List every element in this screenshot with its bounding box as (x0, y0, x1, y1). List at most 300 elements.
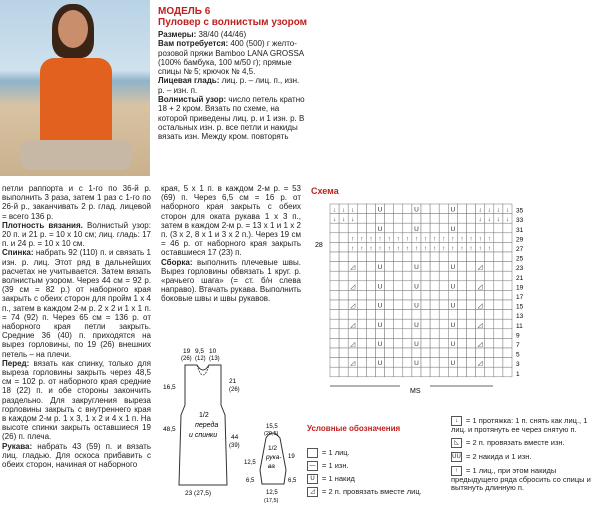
chart-cell (366, 271, 375, 281)
chart-cell (457, 271, 466, 281)
chart-cell (403, 271, 412, 281)
chart-cell (421, 262, 430, 272)
chart-cell (448, 252, 457, 262)
chart-cell (430, 319, 439, 329)
back-front-pattern (155, 345, 253, 505)
chart-symbol: ◿ (477, 321, 483, 329)
legend-left (307, 448, 447, 497)
chart-left-label: 28 (315, 242, 323, 249)
chart-cell (339, 338, 348, 348)
chart-cell (403, 262, 412, 272)
chart-symbol: ↑ (414, 245, 419, 252)
chart-cell (403, 300, 412, 310)
chart-cell (467, 262, 476, 272)
chart-row-label: 11 (516, 322, 523, 330)
purl-symbol-icon: — (307, 461, 318, 471)
chart-cell (385, 214, 394, 224)
chart-cell (439, 262, 448, 272)
chart-symbol: ↑ (360, 235, 364, 243)
chart-cell (494, 319, 503, 329)
chart-cell (412, 310, 421, 320)
chart-symbol: ↑ (414, 235, 419, 243)
chart-cell (366, 310, 375, 320)
chart-cell (394, 271, 403, 281)
chart-symbol: U (414, 341, 419, 348)
chart-symbol: ↑ (351, 245, 355, 252)
chart-cell (439, 310, 448, 320)
chart-cell (439, 329, 448, 339)
chart-cell (339, 348, 348, 358)
chart-cell (448, 214, 457, 224)
chart-cell (385, 358, 394, 368)
chart-cell (339, 281, 348, 291)
chart-cell (330, 300, 339, 310)
p2tog-symbol-icon: ◺ (451, 438, 462, 448)
legend-item-p2tog: ◺ = 2 п. провязать вместе изн. (451, 438, 602, 448)
chart-cell (485, 329, 494, 339)
chart-symbol: ↓ (342, 206, 346, 214)
model-title: МОДЕЛЬ 6 (158, 6, 211, 17)
chart-row-label: 17 (516, 294, 524, 301)
chart-cell (385, 367, 394, 377)
chart-cell (385, 310, 394, 320)
chart-cell (457, 358, 466, 368)
back-right-top: 21 (229, 378, 237, 385)
chart-cell (385, 271, 394, 281)
chart-cell (430, 214, 439, 224)
chart-symbol: ◿ (477, 360, 483, 368)
chart-cell (412, 329, 421, 339)
chart-cell (448, 348, 457, 358)
chart-cell (485, 367, 494, 377)
chart-cell (403, 310, 412, 320)
chart-cell (485, 319, 494, 329)
chart-cell (339, 262, 348, 272)
chart-symbol: ◿ (350, 264, 356, 272)
chart-cell (394, 290, 403, 300)
chart-symbol: ↑ (478, 245, 482, 252)
legend-right (451, 416, 602, 492)
chart-cell (421, 319, 430, 329)
density-text: Волнистый узор: 20 п. и 21 р. = 10 х 10 см; лиц. гладь: 17 п. и 24 р. = 10 х 10 см. (2, 220, 151, 249)
chart-cell (448, 367, 457, 377)
chart-cell (476, 223, 485, 233)
chart-row-label: 3 (516, 361, 520, 369)
chart-symbol: ↑ (405, 245, 409, 252)
chart-row-label: 13 (516, 313, 524, 321)
chart-cell (339, 290, 348, 300)
chart-cell (357, 358, 366, 368)
chart-symbol: ↑ (396, 245, 400, 252)
chart-cell (439, 281, 448, 291)
chart-symbol: ↓ (487, 216, 491, 224)
back-right-mid2: (39) (229, 443, 240, 449)
chart-symbol: ↑ (423, 235, 428, 243)
chart-cell (357, 214, 366, 224)
instructions-column-2 (161, 184, 301, 304)
chart-cell (357, 310, 366, 320)
chart-cell (467, 367, 476, 377)
sleeve-top-dim: 15,5 (266, 424, 278, 430)
chart-cell (394, 367, 403, 377)
chart-cell (503, 290, 512, 300)
back-text: набрать 92 (110) п. и связать 1 изн. р. лиц. Этот ряд в дальнейших расчетах не учитывается. Затем вязать волнистым узором. Через 44 см = 92 р. (39 см = 82 р.) от наборного края закрыть с обеих сторон для пройм 1 х 4 п., затем в каждом 2-м р. 2 х 2 и 1 х 1 п. = 74 (92) п. Через 65 см = 136 р. от наборного края петли закрыть. Средние 36 (40) п. приходятся на вырез горловины, по 19 (26) внешних петель – на плечи. (2, 248, 151, 359)
chart-symbol: ◿ (350, 360, 356, 368)
chart-cell (457, 204, 466, 214)
sizes-label: Размеры: (158, 30, 197, 39)
chart-cell (439, 358, 448, 368)
chart-cell (357, 329, 366, 339)
chart-symbol: U (377, 206, 383, 214)
chart-cell (394, 300, 403, 310)
chart-cell (476, 252, 485, 262)
chart-cell (348, 252, 357, 262)
chart-cell (376, 214, 385, 224)
chart-cell (485, 300, 494, 310)
k2tog-symbol-icon: ◿ (307, 487, 318, 497)
chart-cell (457, 329, 466, 339)
chart-cell (467, 329, 476, 339)
wave-text: число петель кратно 18 + 2 кром. Вязать по схеме, на которой приведены лиц. р. и 1 изн. р. В остальных изн. р. все петли и накиды вязать изн. Между кром. повторять (158, 95, 305, 142)
sleeve-label: Рукава: (2, 441, 33, 451)
chart-cell (457, 281, 466, 291)
chart-cell (494, 338, 503, 348)
chart-cell (403, 252, 412, 262)
chart-symbol: U (377, 321, 383, 329)
chart-cell (394, 319, 403, 329)
chart-cell (403, 348, 412, 358)
chart-cell (476, 310, 485, 320)
chart-symbol: ↑ (387, 245, 391, 252)
chart-cell (385, 290, 394, 300)
chart-cell (357, 300, 366, 310)
chart-cell (412, 252, 421, 262)
chart-cell (348, 223, 357, 233)
chart-symbol: ↑ (460, 235, 464, 243)
chart-cell (485, 271, 494, 281)
chart-cell (330, 281, 339, 291)
chart-row-label: 25 (516, 255, 524, 263)
chart-symbol: ↓ (478, 216, 482, 224)
chart-cell (494, 223, 503, 233)
materials-text: 400 (500) г желто-розовой пряжи Bamboo LANA GROSSA (100% бамбука, 100 м/50 г); прямые спицы № 5; крючок № 4,5. (158, 39, 304, 77)
chart-symbol: ↑ (469, 245, 473, 252)
chart-cell (448, 271, 457, 281)
chart-cell (439, 204, 448, 214)
chart-symbol: ↑ (433, 245, 437, 252)
chart-cell (330, 233, 339, 243)
chart-cell (403, 338, 412, 348)
chart-cell (330, 242, 339, 252)
chart-symbol: ↓ (505, 216, 510, 224)
chart-cell (494, 281, 503, 291)
chart-symbol: ↑ (442, 245, 446, 252)
chart-cell (467, 338, 476, 348)
chart-cell (485, 252, 494, 262)
chart-row-label: 19 (516, 284, 524, 292)
chart-cell (439, 319, 448, 329)
chart-cell (330, 290, 339, 300)
chart-cell (366, 281, 375, 291)
chart-cell (339, 329, 348, 339)
chart-cell (485, 338, 494, 348)
chart-cell (421, 300, 430, 310)
assembly-text: выполнить плечевые швы. Вырез горловины обвязать 1 круг. р. «рачьего шага» (= ст. б/н слева направо). Втачать рукава. Выполнить боковые швы и швы рукавов. (161, 257, 301, 304)
chart-cell (376, 367, 385, 377)
chart-cell (485, 310, 494, 320)
chart-cell (421, 204, 430, 214)
chart-cell (339, 358, 348, 368)
back-top-dim2-1: (26) (181, 356, 192, 362)
chart-symbol: U (377, 225, 383, 233)
chart-cell (467, 319, 476, 329)
chart-row-label: 31 (516, 226, 524, 234)
back-bottom-dim: 23 (27,5) (185, 490, 212, 497)
chart-cell (439, 214, 448, 224)
chart-cell (403, 319, 412, 329)
back-left-dim: 16,5 (163, 384, 176, 391)
chart-cell (394, 204, 403, 214)
chart-cell (421, 281, 430, 291)
chart-cell (467, 358, 476, 368)
chart-row-label: 1 (516, 370, 520, 378)
chart-cell (467, 271, 476, 281)
chart-cell (467, 204, 476, 214)
chart-cell (430, 204, 439, 214)
chart-cell (430, 281, 439, 291)
chart-cell (430, 290, 439, 300)
chart-symbol: ↓ (342, 216, 346, 224)
chart-repeat-label: MS (410, 388, 421, 395)
chart-cell (366, 348, 375, 358)
chart-symbol: U (414, 225, 419, 233)
chart-cell (357, 204, 366, 214)
chart-symbol: U (414, 360, 419, 368)
chart-symbol: U (450, 341, 456, 348)
chart-cell (439, 367, 448, 377)
chart-cell (357, 252, 366, 262)
chart-cell (476, 329, 485, 339)
chart-cell (430, 223, 439, 233)
chart-cell (376, 290, 385, 300)
sleeve-low-left: 6,5 (246, 478, 255, 484)
chart-cell (476, 348, 485, 358)
back-left-mid: 48,5 (163, 426, 176, 433)
materials-label: Вам потребуется: (158, 39, 229, 49)
sleeve-label-3: ва (268, 463, 275, 470)
chart-cell (467, 310, 476, 320)
chart-cell (503, 310, 512, 320)
chart-symbol: U (414, 283, 419, 291)
chart-symbol: U (414, 302, 419, 310)
back-label-3: и спинки (189, 432, 218, 439)
chart-symbol: ↑ (469, 235, 473, 243)
chart-cell (366, 204, 375, 214)
chart-cell (476, 367, 485, 377)
chart-cell (403, 281, 412, 291)
chart-cell (403, 290, 412, 300)
chart-cell (430, 329, 439, 339)
chart-cell (485, 281, 494, 291)
chart-cell (366, 367, 375, 377)
chart-symbol: ↑ (433, 235, 437, 243)
chart-cell (330, 358, 339, 368)
back-label-1: 1/2 (199, 412, 209, 419)
front-label: Перед: (2, 358, 30, 368)
chart-cell (448, 290, 457, 300)
chart-cell (357, 319, 366, 329)
knitting-chart (305, 196, 604, 396)
chart-cell (385, 281, 394, 291)
sleeve-left-dim: 12,5 (244, 460, 256, 466)
chart-symbol: U (450, 264, 456, 272)
chart-symbol: ↓ (487, 206, 491, 214)
chart-cell (403, 214, 412, 224)
chart-cell (394, 252, 403, 262)
chart-cell (330, 223, 339, 233)
chart-cell (421, 252, 430, 262)
chart-cell (485, 290, 494, 300)
chart-cell (430, 252, 439, 262)
chart-symbol: U (377, 264, 383, 272)
chart-cell (503, 271, 512, 281)
stockinette-label: Лицевая гладь: (158, 76, 220, 86)
chart-cell (467, 348, 476, 358)
chart-cell (476, 271, 485, 281)
chart-cell (421, 338, 430, 348)
chart-cell (503, 329, 512, 339)
chart-cell (439, 300, 448, 310)
chart-cell (439, 338, 448, 348)
chart-row-label: 9 (516, 332, 520, 340)
chart-cell (394, 310, 403, 320)
chart-cell (421, 223, 430, 233)
legend-item-k2tog: ◿ = 2 п. провязать вместе лиц. (307, 487, 447, 497)
chart-cell (403, 223, 412, 233)
chart-cell (348, 271, 357, 281)
chart-symbol: ↑ (423, 245, 428, 252)
chart-cell (494, 358, 503, 368)
chart-cell (385, 223, 394, 233)
chart-cell (457, 223, 466, 233)
chart-cell (330, 319, 339, 329)
legend-item-knit: = 1 лиц. (307, 448, 447, 458)
chart-cell (330, 310, 339, 320)
chart-cell (385, 338, 394, 348)
chart-cell (457, 338, 466, 348)
chart-symbol: ◿ (350, 283, 356, 291)
chart-cell (494, 290, 503, 300)
chart-cell (457, 348, 466, 358)
assembly-label: Сборка: (161, 257, 193, 267)
chart-cell (403, 329, 412, 339)
chart-cell (439, 252, 448, 262)
chart-cell (467, 214, 476, 224)
schema-title: Схема (311, 186, 339, 196)
chart-row-label: 33 (516, 217, 524, 225)
chart-cell (385, 329, 394, 339)
sleeve-label-2: рука- (266, 454, 282, 461)
chart-symbol: ↑ (405, 235, 409, 243)
chart-cell (412, 348, 421, 358)
sleeve-bottom-dim2: (17,5) (264, 498, 279, 504)
chart-symbol: U (450, 283, 456, 291)
chart-cell (357, 223, 366, 233)
chart-symbol: ↓ (505, 206, 510, 214)
chart-cell (430, 358, 439, 368)
chart-cell (394, 358, 403, 368)
chart-cell (457, 310, 466, 320)
chart-cell (494, 262, 503, 272)
legend-item-purl: — = 1 изн. (307, 461, 447, 471)
chart-cell (430, 310, 439, 320)
chart-symbol: ◿ (477, 283, 483, 291)
chart-cell (366, 300, 375, 310)
chart-cell (485, 223, 494, 233)
chart-cell (412, 290, 421, 300)
chart-cell (457, 290, 466, 300)
chart-cell (503, 358, 512, 368)
chart-cell (394, 223, 403, 233)
chart-cell (430, 367, 439, 377)
chart-symbol: ↑ (460, 245, 464, 252)
chart-row-label: 7 (516, 342, 520, 349)
chart-cell (448, 310, 457, 320)
sleeve-label-1: 1/2 (268, 445, 278, 452)
back-right-top2: (26) (229, 387, 240, 393)
back-label-2: переда (195, 422, 219, 429)
chart-cell (412, 367, 421, 377)
chart-cell (494, 242, 503, 252)
chart-symbol: ◿ (350, 341, 356, 348)
chart-cell (330, 271, 339, 281)
chart-cell (366, 358, 375, 368)
sleeve-pattern (244, 420, 306, 506)
chart-cell (457, 262, 466, 272)
chart-cell (330, 329, 339, 339)
stockinette-text: лиц. р. – лиц. п., изн. р. – изн. п. (158, 76, 300, 95)
back-right-mid: 44 (231, 434, 239, 441)
sleeve-top-dim2: (20,5) (264, 431, 279, 437)
back-top-dim-3: 10 (209, 348, 217, 355)
chart-cell (439, 223, 448, 233)
chart-row-label: 15 (516, 303, 524, 311)
chart-cell (494, 233, 503, 243)
drop-stitch-symbol-icon: ↑ (451, 466, 462, 476)
chart-cell (421, 329, 430, 339)
chart-symbol: U (377, 341, 383, 348)
chart-cell (503, 252, 512, 262)
chart-row-label: 27 (516, 246, 524, 253)
wave-label: Волнистый узор: (158, 95, 227, 105)
chart-cell (330, 348, 339, 358)
chart-cell (357, 367, 366, 377)
chart-cell (403, 358, 412, 368)
legend-item-skpo: ↓ = 1 протяжка: 1 п. снять как лиц., 1 лиц. и протянуть ее через снятую п. (451, 415, 588, 434)
yarnover-symbol-icon: U (307, 474, 318, 484)
chart-symbol: ↓ (351, 206, 355, 214)
density-label: Плотность вязания. (2, 220, 83, 230)
chart-cell (385, 348, 394, 358)
chart-symbol: U (414, 321, 419, 329)
chart-cell (430, 348, 439, 358)
chart-cell (430, 271, 439, 281)
chart-cell (494, 348, 503, 358)
chart-cell (339, 367, 348, 377)
chart-row-label: 29 (516, 236, 524, 244)
model-photo (0, 0, 150, 176)
chart-cell (330, 262, 339, 272)
